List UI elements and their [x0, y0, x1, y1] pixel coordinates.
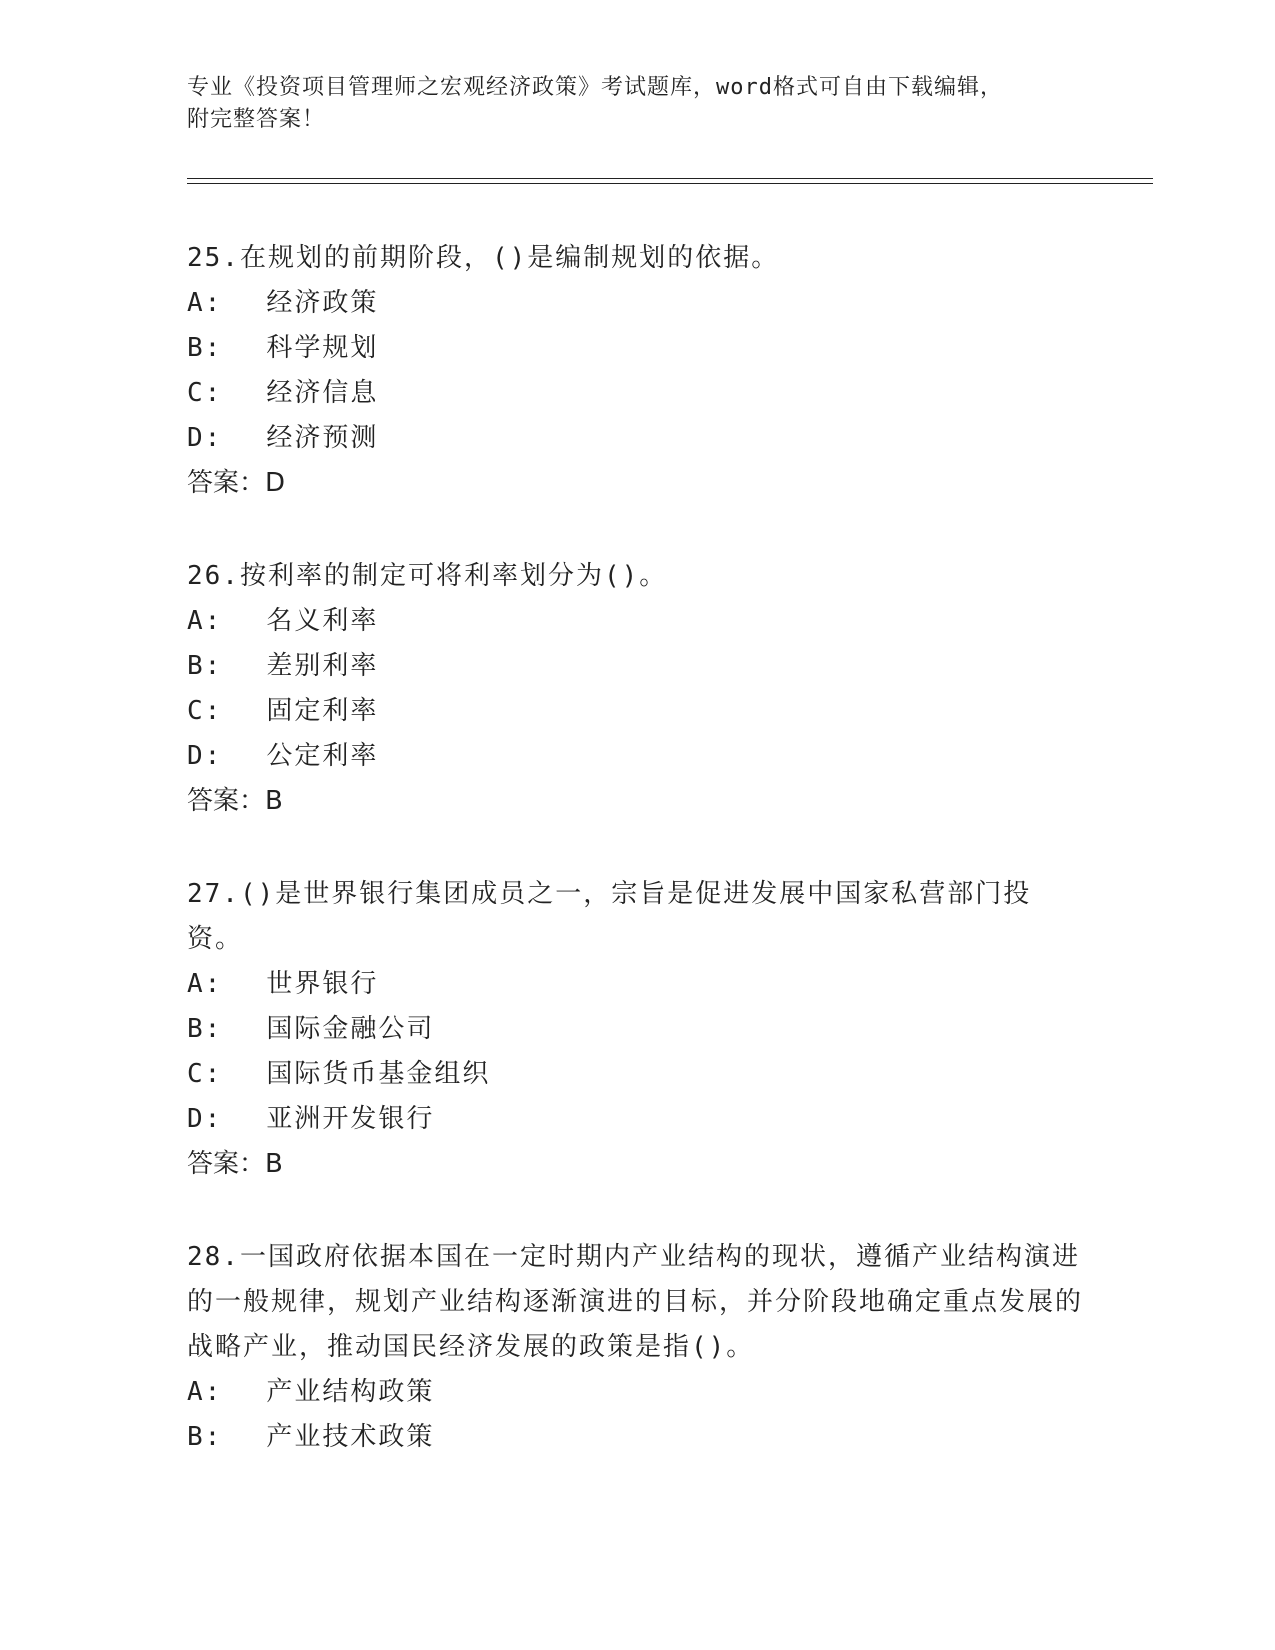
option-c: C: 国际货币基金组织 — [187, 1059, 491, 1089]
question-stem: 25.在规划的前期阶段，()是编制规划的依据。 — [187, 243, 780, 273]
option-a: A: 经济政策 — [187, 288, 379, 318]
header-divider-bottom — [187, 183, 1153, 184]
option-c: C: 固定利率 — [187, 696, 379, 726]
option-d: D: 公定利率 — [187, 741, 379, 771]
question-stem: 26.按利率的制定可将利率划分为()。 — [187, 561, 668, 591]
option-a: A: 产业结构政策 — [187, 1377, 435, 1407]
question-stem: 27.()是世界银行集团成员之一，宗旨是促进发展中国家私营部门投资。 — [187, 879, 1032, 954]
question-27 — [187, 872, 1087, 1187]
option-b: B: 差别利率 — [187, 651, 379, 681]
question-stem: 28.一国政府依据本国在一定时期内产业结构的现状，遵循产业结构演进的一般规律，规划产业结构逐渐演进的目标，并分阶段地确定重点发展的战略产业，推动国民经济发展的政策是指()。 — [187, 1242, 1084, 1362]
header-line-2: 附完整答案！ — [187, 107, 326, 132]
option-c: C: 经济信息 — [187, 378, 379, 408]
option-a: A: 世界银行 — [187, 969, 379, 999]
question-list — [187, 236, 1087, 1460]
question-26 — [187, 554, 1087, 824]
option-d: D: 亚洲开发银行 — [187, 1104, 435, 1134]
document-header — [187, 72, 1067, 136]
question-28 — [187, 1235, 1087, 1460]
answer-line: 答案：B — [187, 1149, 283, 1179]
option-a: A: 名义利率 — [187, 606, 379, 636]
answer-line: 答案：B — [187, 786, 283, 816]
option-d: D: 经济预测 — [187, 423, 379, 453]
header-divider-top — [187, 178, 1153, 179]
option-b: B: 产业技术政策 — [187, 1422, 435, 1452]
answer-line: 答案：D — [187, 468, 286, 498]
option-b: B: 国际金融公司 — [187, 1014, 435, 1044]
option-b: B: 科学规划 — [187, 333, 379, 363]
question-25 — [187, 236, 1087, 506]
header-line-1: 专业《投资项目管理师之宏观经济政策》考试题库，word格式可自由下载编辑， — [187, 75, 1003, 100]
